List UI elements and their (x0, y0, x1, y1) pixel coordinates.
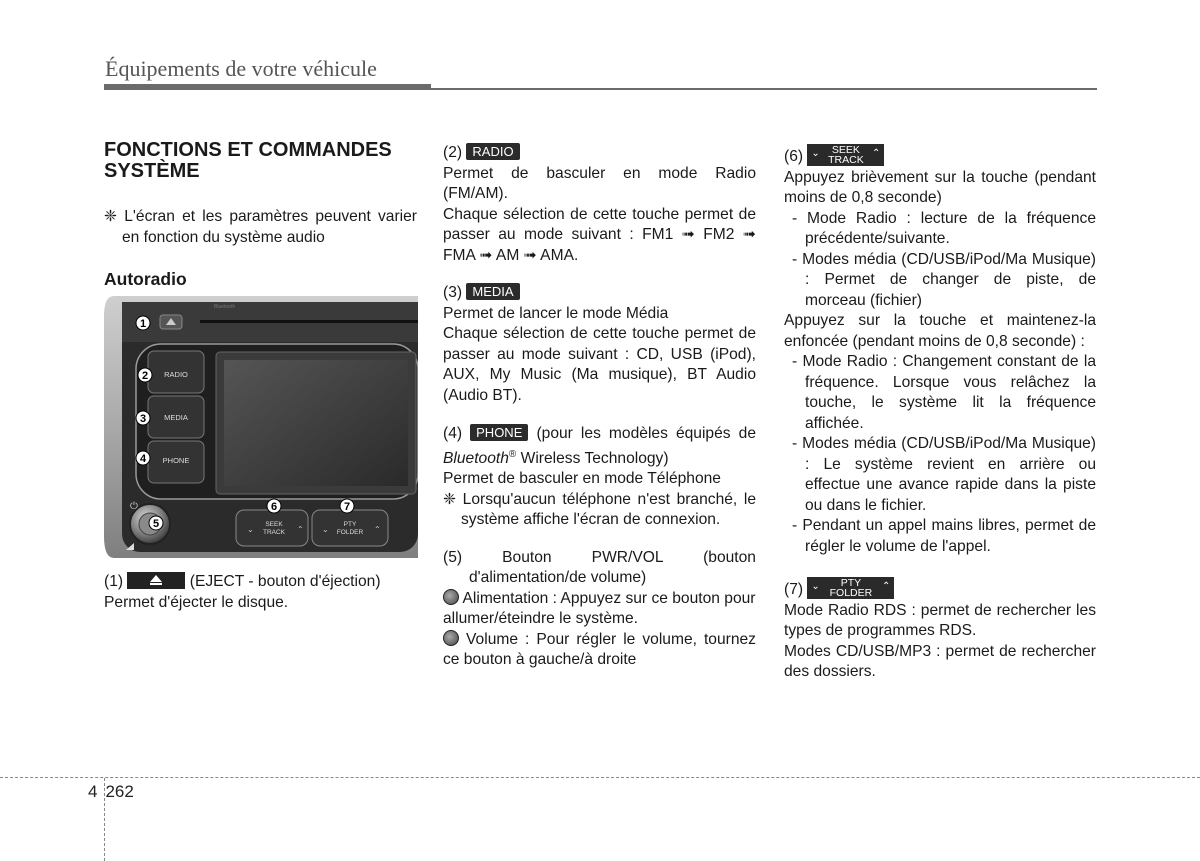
volume-knob-icon (443, 630, 459, 646)
callout-1: 1 (139, 318, 147, 330)
section-heading: FONCTIONS ET COMMANDES SYSTÈME (104, 139, 392, 182)
eject-icon (127, 572, 185, 589)
callout-7: 7 (343, 501, 351, 513)
seek-label: SEEK (265, 521, 283, 528)
header-rule-thin (431, 88, 1097, 90)
pty-folder-button-icon: ⌄ PTY FOLDER ⌃ (807, 577, 894, 599)
eject-description: (1) (EJECT - bouton d'éjection) Permet d'éjecter le disque. (104, 573, 381, 611)
system-note: ❈ L'écran et les paramètres peuvent varier en fonction du système audio (104, 208, 417, 246)
callout-4: 4 (139, 453, 147, 465)
radio-unit-image (104, 296, 418, 558)
header-rule-thick (104, 84, 431, 90)
callout-6: 6 (270, 501, 278, 513)
callout-5: 5 (152, 518, 160, 530)
phone-badge: PHONE (470, 424, 528, 441)
seek-track-button-icon: ⌄ SEEK TRACK ⌃ (807, 144, 884, 166)
svg-text:⌃: ⌃ (297, 525, 304, 534)
power-knob-icon (443, 589, 459, 605)
autoradio-heading: Autoradio (104, 269, 187, 289)
radio-badge: RADIO (466, 143, 519, 160)
pty-label: PTY (343, 521, 357, 528)
media-button-label: MEDIA (164, 413, 188, 422)
phone-button-label: PHONE (162, 456, 190, 465)
folder-label: FOLDER (336, 529, 364, 536)
page-number: 4 262 (88, 782, 134, 801)
callout-3: 3 (139, 413, 147, 425)
column-2: (2) RADIO Permet de basculer en mode Radio (FM/AM). Chaque sélection de cette touche permet de passer au mode suivant : FM1 ➟ FM2 ➟ FMA ➟ AM ➟ AMA. (3) MEDIA Permet de lancer le mode Média Chaque sélection de cette touche permet de passer au mode suivant : CD, USB (iPod), AUX, My Music (Ma musique), BT Audio (Audio BT). (4) PHONE (pour les modèles équipés de Bluetooth® Wireless Technology) Permet de basculer en mode Téléphone ❈ Lorsqu'aucun téléphone n'est branché, le système affiche l'écran de connexion. (5) Bouton PWR/VOL (bouton d'alimentation/de volume) Alimentation : Appuyez sur ce bouton pour allumer/éteindre le système. Volume : Pour régler le volume, tournez ce bouton à gauche/à droite (443, 144, 756, 669)
svg-text:⌄: ⌄ (247, 525, 254, 534)
svg-text:⏻: ⏻ (130, 501, 138, 512)
radio-button-label: RADIO (164, 370, 188, 379)
svg-text:⌃: ⌃ (374, 525, 381, 534)
track-label: TRACK (262, 529, 286, 536)
bluetooth-label: Bluetooth (214, 304, 236, 310)
svg-text:⌄: ⌄ (322, 525, 329, 534)
callout-2: 2 (141, 370, 149, 382)
column-3: (6) ⌄ SEEK TRACK ⌃ Appuyez brièvement sur la touche (pendant moins de 0,8 seconde) - Mode Radio : lecture de la fréquence précédente/suivante. - Modes média (CD/USB/iPod/Ma Musique) : Permet de changer de piste, de morceau (fichier) Appuyez sur la touche et maintenez-la enfoncée (pendant moins de 0,8 seconde) : - Mode Radio : Changement constant de la fréquence. Lorsque vous relâchez la touche, le système lit la fréquence affichée. - Modes média (CD/USB/iPod/Ma Musique) : Le système revient en arrière ou effectue une avance rapide dans la piste ou dans le fichier. - Pendant un appel mains libres, permet de régler le volume de l'appel. (7) ⌄ PTY FOLDER ⌃ Mode Radio RDS : permet de rechercher les types de programmes RDS. Modes CD/USB/MP3 : permet de rechercher des dossiers. (784, 144, 1096, 680)
footer-rule (0, 777, 1200, 778)
media-badge: MEDIA (466, 283, 519, 300)
page-header-title: Équipements de votre véhicule (105, 56, 377, 81)
